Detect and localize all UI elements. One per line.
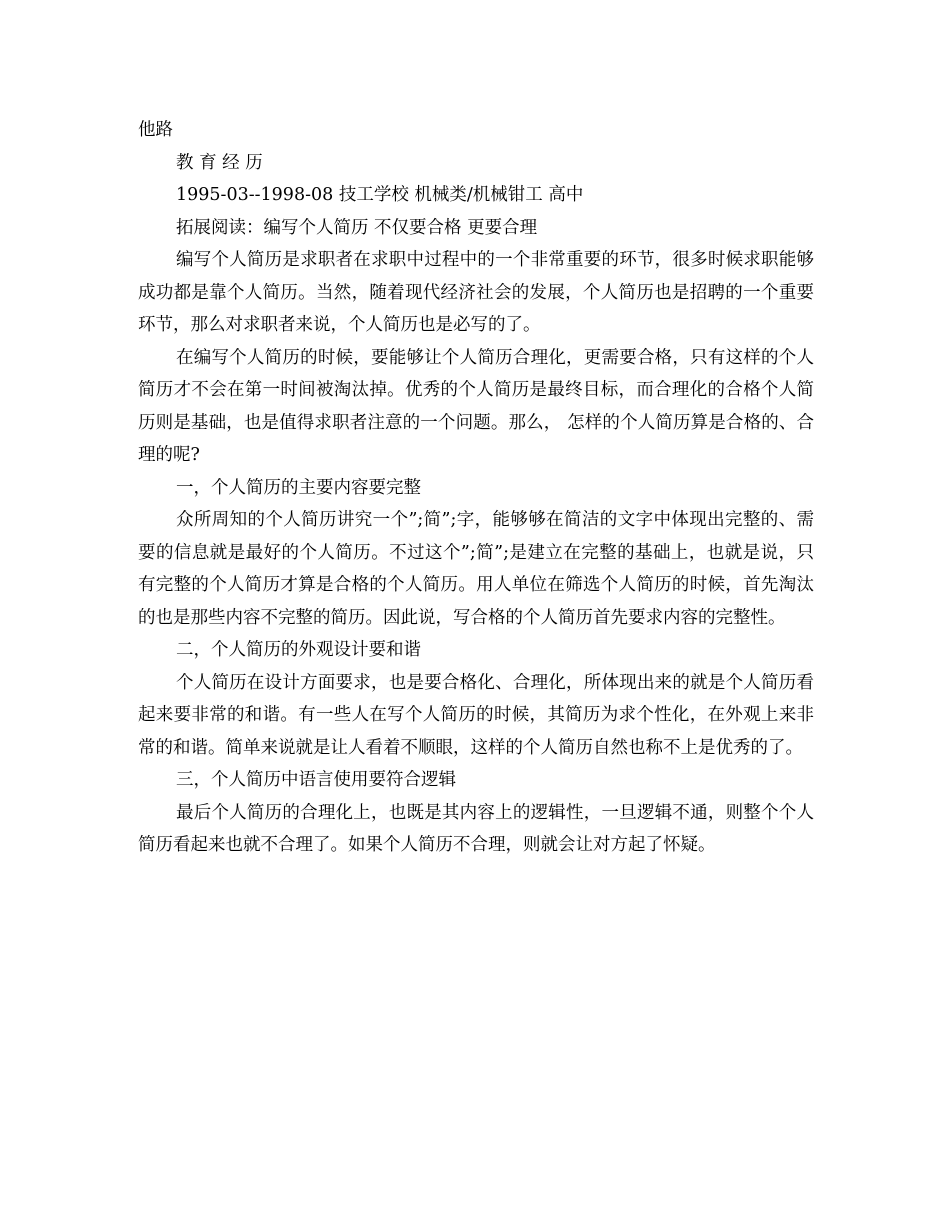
education-entry: 1995-03--1998-08 技工学校 机械类/机械钳工 高中 (176, 185, 584, 205)
section-body-2: 个人简历在设计方面要求，也是要合格化、合理化，所体现出来的就是个人简历看起来要非常的和谐。有一些人在写个人简历的时候，其简历为求个性化，在外观上来非常的和谐。简单来说就是让人看着不顺眼，这样的个人简历自然也称不上是优秀的了。 (138, 672, 814, 758)
section-heading-1: 一，个人简历的主要内容要完整 (176, 477, 421, 498)
section-heading-2: 二，个人简历的外观设计要和谐 (176, 640, 421, 660)
section-heading-3: 三，个人简历中语言使用要符合逻辑 (176, 770, 456, 790)
extended-reading-title: 拓展阅读：编写个人简历 不仅要合格 更要合理 (176, 217, 538, 238)
intro-paragraph-1: 编写个人简历是求职者在求职中过程中的一个非常重要的环节，很多时候求职能够成功都是靠个人简历。当然，随着现代经济社会的发展，个人简历也是招聘的一个重要环节，那么对求职者来说，个人简历也是必写的了。 (138, 250, 814, 335)
section-body-1: 众所周知的个人简历讲究一个”;简”;字，能够够在简洁的文字中体现出完整的、需要的信息就是最好的个人简历。不过这个”;简”;是建立在完整的基础上，也就是说，只有完整的个人简历才算是合格的个人简历。用人单位在筛选个人简历的时候，首先淘汰的也是那些内容不完整的简历。因此说，写合格的个人简历首先要求内容的完整性。 (138, 510, 814, 628)
section-body-3: 最后个人简历的合理化上，也既是其内容上的逻辑性，一旦逻辑不通，则整个个人简历看起来也就不合理了。如果个人简历不合理，则就会让对方起了怀疑。 (138, 802, 814, 855)
intro-paragraph-2: 在编写个人简历的时候，要能够让个人简历合理化，更需要合格，只有这样的个人简历才不会在第一时间被淘汰掉。优秀的个人简历是最终目标，而合理化的合格个人简历则是基础，也是值得求职者注意的一个问题。那么， 怎样的个人简历算是合格的、合理的呢? (138, 347, 814, 465)
education-heading: 教 育 经 历 (176, 152, 263, 173)
document-body (138, 114, 814, 862)
lead-fragment: 他路 (138, 120, 173, 140)
